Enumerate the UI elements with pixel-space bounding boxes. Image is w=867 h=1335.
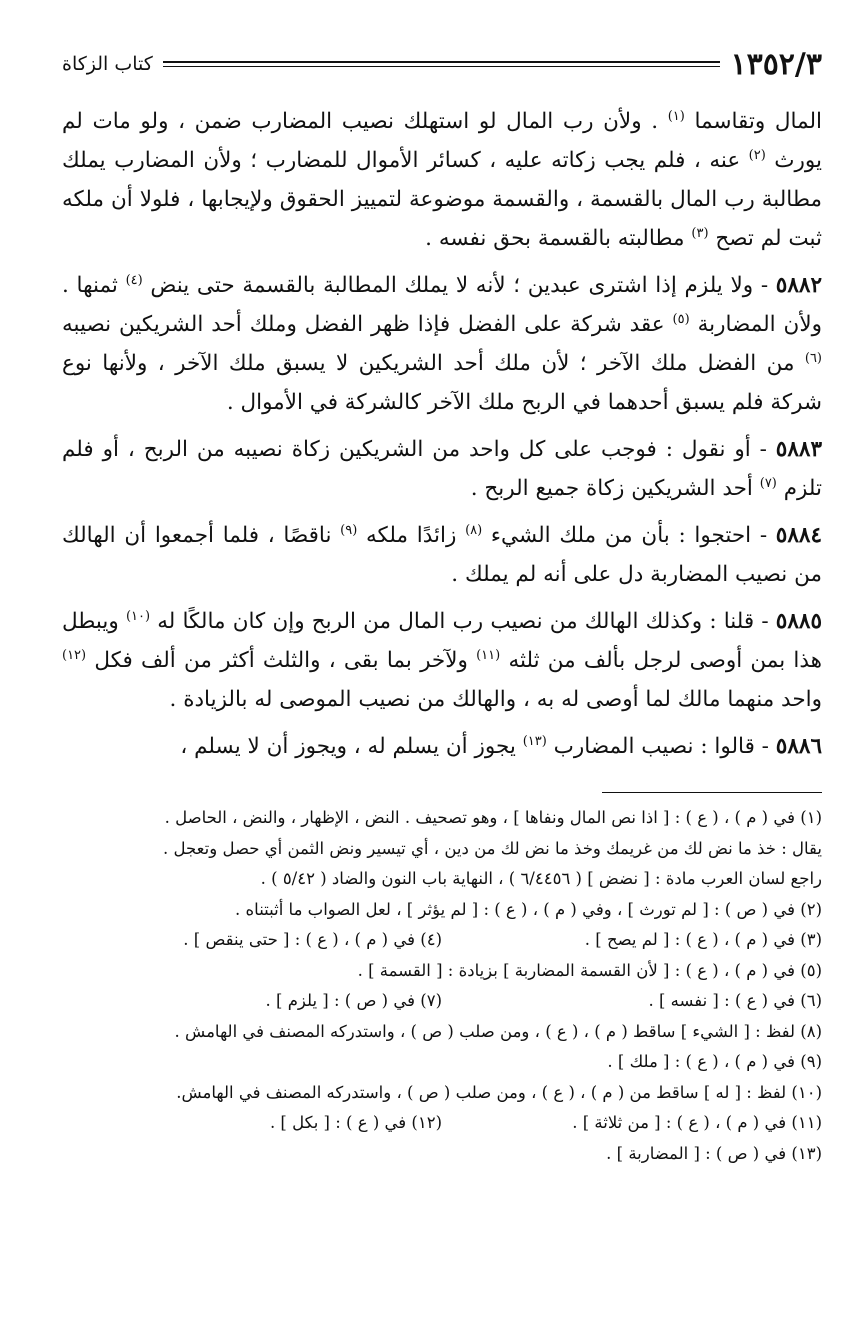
footnote-marker: (٥) [672,311,690,327]
paragraph: ٥٨٨٢ - ولا يلزم إذا اشترى عبدين ؛ لأنه لا يملك المطالبة بالقسمة حتى ينض $^{(٤)}$ ثمنها . ولأن المضاربة $^{(٥)}$ عقد شركة على الفضل فإذا ظهر الفضل وملك أحد الشريكين نصيبه $^{(٦)}$ من الفضل ملك الآخر ؛ لأن ملك أحد الشريكين لا يسبق ملك الآخر ، ولأنها نوع شركة فلم يسبق أحدهما في الربح ملك الآخر كالشركة في الأموال . [62,272,822,415]
footnote-marker: (١٠) [125,608,151,624]
footnote-line: (١٢) في ( ع ) : [ بكل ] . [269,1113,442,1132]
footnote-line: (٥) في ( م ) ، ( ع ) : [ لأن القسمة المضاربة ] بزيادة : [ القسمة ] . [357,960,822,980]
footnote-marker: (٣) [691,225,709,241]
paragraph: ٥٨٨٥ - قلنا : وكذلك الهالك من نصيب رب المال من الربح وإن كان مالكًا له $^{(١٠)}$ ويبطل هذا بمن أوصى لرجل بألف من ثلثه $^{(١١)}$ ولآخر بما بقى ، والثلث أكثر من ألف فكل $^{(١٢)}$ واحد منهما مالك لما أوصى له به ، والهالك من نصيب الموصى له بالزيادة . [62,608,822,712]
footnote-line: (١٣) في ( ص ) : [ المضاربة ] . [606,1143,822,1163]
footnote-marker: (٩) [340,522,358,538]
footnote-line: (٣) في ( م ) ، ( ع ) : [ لم يصح ] . [584,930,822,949]
footnote-line: (٨) لفظ : [ الشيء ] ساقط ( م ) ، ( ع ) ، ومن صلب ( ص ) ، واستدركه المصنف في الهامش . [174,1021,822,1041]
footnote-line: (١١) في ( م ) ، ( ع ) : [ من ثلاثة ] . [572,1113,822,1132]
footnote-line: راجع لسان العرب مادة : [ نضض ] ( ٦/٤٤٥٦ ) ، النهاية باب النون والضاد ( ٥/٤٢ ) . [260,869,822,888]
footnote-line: يقال : خذ ما نض لك من غريمك وخذ ما نض لك من دين ، أي تيسير ونض الثمن أي حصل وتعجل . [163,838,822,858]
paragraph-number: ٥٨٨٥ [775,609,822,634]
footnote-marker: (٢) [748,147,766,163]
footnote-pair [62,986,822,1017]
paragraph-number: ٥٨٨٣ [775,437,822,462]
paragraph: ٥٨٨٣ - أو نقول : فوجب على كل واحد من الشريكين زكاة نصيبه من الربح ، أو فلم تلزم $^{(٧)}$ أحد الشريكين زكاة جميع الربح . [62,437,822,501]
paragraph-number: ٥٨٨٤ [775,523,822,548]
paragraph: ٥٨٨٦ - قالوا : نصيب المضارب $^{(١٣)}$ يجوز أن يسلم له ، ويجوز أن لا يسلم ، [180,733,822,759]
footnote-marker: (٧) [759,475,777,491]
footnote-line: (٧) في ( ص ) : [ يلزم ] . [265,991,442,1010]
footnote-line: (٩) في ( م ) ، ( ع ) : [ ملك ] . [607,1052,822,1071]
footnote-marker: (٨) [465,522,483,538]
footnote-separator [602,792,822,793]
main-text [62,102,822,766]
paragraph-number: ٥٨٨٦ [775,734,822,759]
header-rule [163,61,721,67]
footnote-pair [62,925,822,956]
page-number: ١٣٥٢/٣ [730,46,822,82]
paragraph-number: ٥٨٨٢ [775,273,822,298]
footnote-line: (٢) في ( ص ) : [ لم تورث ] ، وفي ( م ) ، ( ع ) : [ لم يؤثر ] ، لعل الصواب ما أثبتناه . [235,899,822,919]
footnote-marker: (١٣) [522,733,547,749]
footnote-line: (٤) في ( م ) ، ( ع ) : [ حتى ينقص ] . [183,930,442,949]
book-page [62,40,822,1169]
running-header [62,40,822,88]
book-title: كتاب الزكاة [62,53,153,75]
paragraph: ٥٨٨٤ - احتجوا : بأن من ملك الشيء $^{(٨)}$ زائدًا ملكه $^{(٩)}$ ناقصًا ، فلما أجمعوا أن الهالك من نصيب المضاربة دل على أنه لم يملك . [62,522,822,587]
footnotes [62,803,822,1169]
paragraph: المال وتقاسما $^{(١)}$ . ولأن رب المال لو استهلك نصيب المضارب ضمن ، ولو مات لم يورث $^{(٢)}$ عنه ، فلم يجب زكاته عليه ، كسائر الأموال للمضارب ؛ ولأن المضارب يملك مطالبة رب المال بالقسمة ، والقسمة موضوعة لتمييز الحقوق ولإيجابها ، فلولا أن ملكه ثبت لم تصح $^{(٣)}$ مطالبته بالقسمة بحق نفسه . [62,108,823,251]
footnote-line: (١) في ( م ) ، ( ع ) : [ اذا نص المال ونفاها ] ، وهو تصحيف . النض ، الإظهار ، والنض ، الحاصل . [164,808,822,827]
footnote-marker: (٤) [125,272,143,288]
footnote-pair [62,1108,822,1139]
footnote-marker: (١) [667,108,685,124]
footnote-marker: (٦) [804,350,822,366]
footnote-line: (٦) في ( ع ) : [ نفسه ] . [648,991,822,1010]
footnote-line: (١٠) لفظ : [ له ] ساقط من ( م ) ، ( ع ) ، ومن صلب ( ص ) ، واستدركه المصنف في الهامش. [176,1082,822,1102]
footnote-marker: (١١) [476,647,501,663]
footnote-marker: (١٢) [62,647,87,663]
